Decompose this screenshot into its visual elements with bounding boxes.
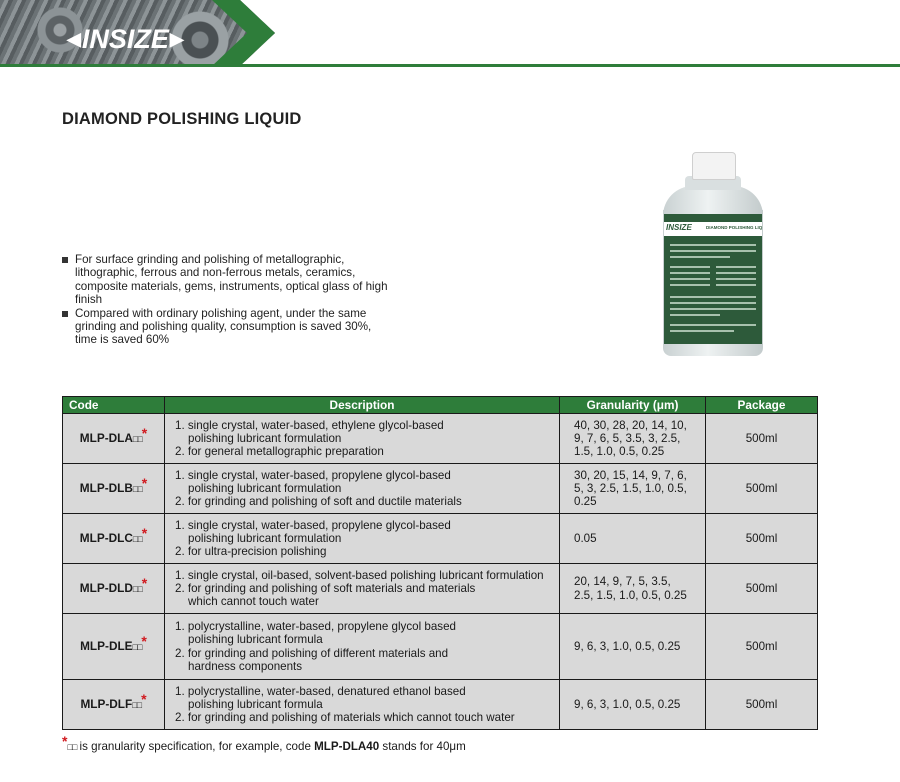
granularity-line: 20, 14, 9, 7, 5, 3.5, [574,575,671,589]
cell-code [63,514,165,564]
logo-text: INSIZE [81,23,169,54]
footnote [62,733,466,753]
cell-description [165,680,560,730]
description-line: polishing lubricant formulation [188,431,342,445]
spec-table [62,396,818,730]
feature-item [62,307,392,347]
logo-right-arrow-icon: ▶ [169,28,184,49]
code-text: MLP-DLE [80,638,133,653]
description-line: polishing lubricant formulation [188,481,342,495]
code-text: MLP-DLD [79,580,133,595]
cell-description [165,514,560,564]
feature-list [62,253,392,347]
granularity-line: 0.25 [574,495,597,509]
bottle-label-title: DIAMOND POLISHING LIQ [706,225,763,230]
logo-left-arrow-icon: ◀ [67,28,81,49]
description-line: polishing lubricant formula [188,633,323,647]
cell-description [165,414,560,464]
table-row [63,614,818,680]
red-asterisk-icon: * [141,424,148,441]
red-asterisk-icon: * [141,690,147,707]
description-line: 2. for grinding and polishing of different materials and [175,646,449,660]
red-asterisk-icon: * [141,632,147,649]
cell-package: 500ml [706,564,818,614]
col-header-package: Package [706,397,818,414]
granularity-line: 30, 20, 15, 14, 9, 7, 6, [574,468,687,482]
square-bullet-icon [62,257,68,263]
cell-code [63,464,165,514]
cell-granularity [560,414,706,464]
table-row [63,564,818,614]
granularity-line: 9, 6, 3, 1.0, 0.5, 0.25 [574,639,681,653]
table-row [63,464,818,514]
description-line: 2. for ultra-precision polishing [175,545,327,559]
granularity-line: 1.5, 1.0, 0.5, 0.25 [574,445,665,459]
feature-text: For surface grinding and polishing of metallographic, lithographic, ferrous and non-ferrous metals, ceramics, composite materials, gems, instruments, optical glass of high finish [75,253,388,307]
cell-package: 500ml [706,464,818,514]
description-line: polishing lubricant formulation [188,531,342,545]
granularity-line: 9, 6, 3, 1.0, 0.5, 0.25 [574,697,681,711]
code-squares: □□ [132,641,142,652]
cell-code [63,680,165,730]
granularity-line: 9, 7, 6, 5, 3.5, 3, 2.5, [574,431,681,445]
cell-granularity [560,614,706,680]
page-header [0,0,900,68]
cell-package: 500ml [706,614,818,680]
cell-description [165,614,560,680]
description-line: which cannot touch water [188,595,319,609]
col-header-code: Code [63,397,165,414]
square-bullet-icon [62,311,68,317]
col-header-description: Description [165,397,560,414]
table-row [63,680,818,730]
col-header-granularity: Granularity (μm) [560,397,706,414]
page-title: DIAMOND POLISHING LIQUID [62,110,302,128]
description-line: 1. single crystal, water-based, propylene glycol-based [175,468,451,482]
code-squares: □□ [132,583,142,594]
feature-item [62,253,392,307]
red-asterisk-icon: * [141,524,148,541]
code-squares: □□ [132,699,142,710]
cell-description [165,564,560,614]
granularity-line: 0.05 [574,531,597,545]
bottle-label [664,214,762,344]
description-line: 2. for general metallographic preparation [175,445,384,459]
cell-description [165,464,560,514]
cell-granularity [560,514,706,564]
table-row [63,514,818,564]
table-row [63,414,818,464]
cell-code [63,564,165,614]
code-text: MLP-DLC [79,530,133,545]
description-line: 2. for grinding and polishing of soft and ductile materials [175,495,462,509]
table-header-row [63,397,818,414]
footnote-text-b: stands for 40μm [379,740,466,753]
granularity-line: 5, 3, 2.5, 1.5, 1.0, 0.5, [574,481,687,495]
cell-granularity [560,680,706,730]
footnote-squares: □□ [67,742,77,752]
granularity-line: 2.5, 1.5, 1.0, 0.5, 0.25 [574,588,687,602]
bottle-label-logo: INSIZE [666,223,692,232]
footnote-text-a: is granularity specification, for example, code [76,740,315,753]
red-asterisk-icon: * [141,574,148,591]
feature-text: Compared with ordinary polishing agent, under the same grinding and polishing quality, consumption is saved 30%, time is saved 60% [75,306,372,347]
cell-granularity [560,564,706,614]
red-asterisk-icon: * [141,474,148,491]
brand-logo [66,24,185,54]
bottle-cap [692,152,736,180]
code-squares: □□ [132,533,142,544]
granularity-line: 40, 30, 28, 20, 14, 10, [574,418,687,432]
description-line: polishing lubricant formula [188,697,323,711]
cell-code [63,614,165,680]
cell-code [63,414,165,464]
description-line: hardness components [188,659,303,673]
red-asterisk-icon: * [62,733,68,749]
code-text: MLP-DLA [79,430,133,445]
footnote-code: MLP-DLA40 [314,740,380,753]
description-line: 1. single crystal, water-based, propylene glycol-based [175,518,451,532]
cell-package: 500ml [706,514,818,564]
code-text: MLP-DLB [79,480,133,495]
description-line: 2. for grinding and polishing of soft materials and materials [175,581,476,595]
cell-granularity [560,464,706,514]
description-line: 1. single crystal, oil-based, solvent-based polishing lubricant formulation [175,568,544,582]
product-bottle-image [655,150,771,360]
description-line: 1. polycrystalline, water-based, denatured ethanol based [175,684,466,698]
code-text: MLP-DLF [80,696,133,711]
code-squares: □□ [132,483,142,494]
cell-package: 500ml [706,414,818,464]
cell-package: 500ml [706,680,818,730]
header-rule [0,64,900,67]
description-line: 2. for grinding and polishing of materials which cannot touch water [175,711,515,725]
description-line: 1. polycrystalline, water-based, propylene glycol based [175,619,456,633]
description-line: 1. single crystal, water-based, ethylene glycol-based [175,418,444,432]
code-squares: □□ [132,433,142,444]
